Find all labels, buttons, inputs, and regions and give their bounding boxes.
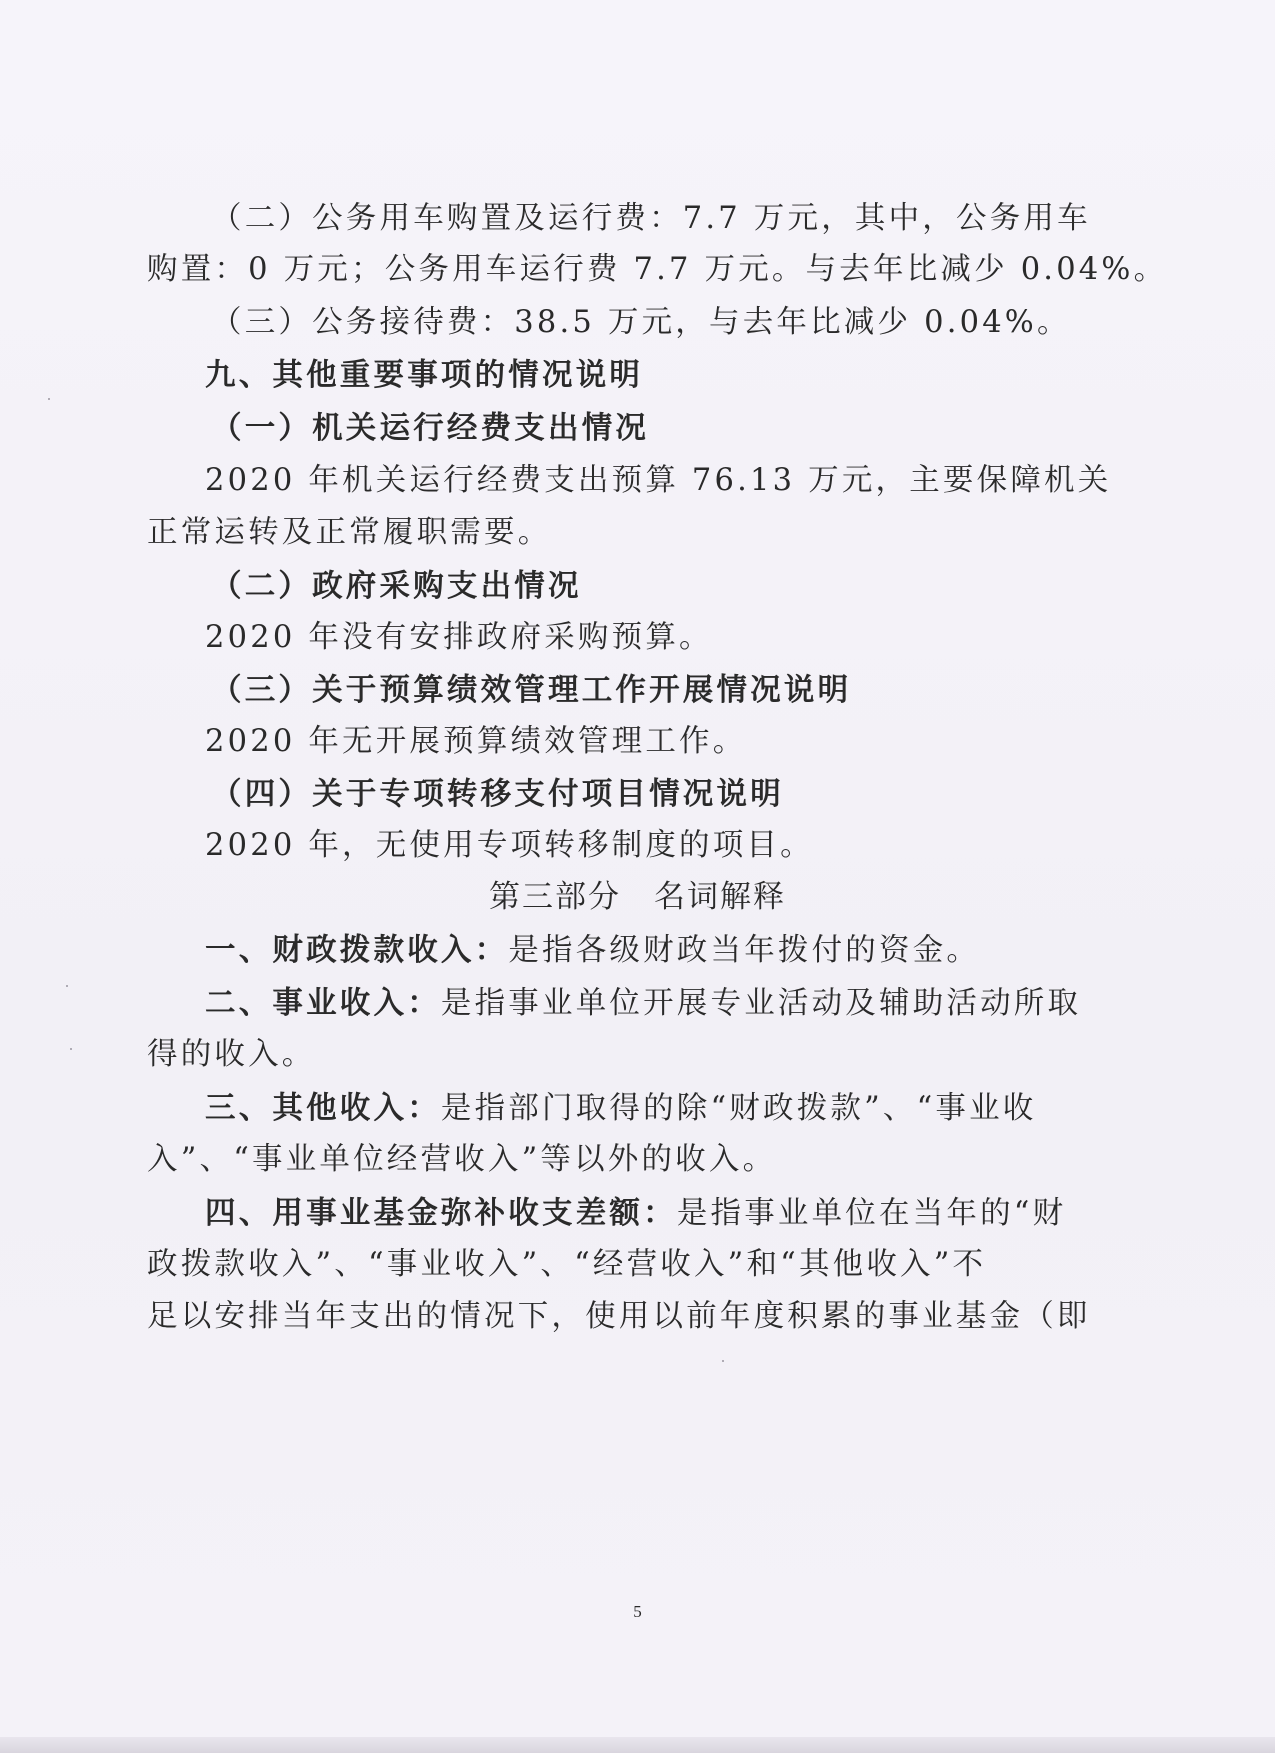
- term-text: 是指各级财政当年拨付的资金。: [508, 933, 981, 968]
- subsection-heading: （二）政府采购支出情况: [211, 568, 582, 604]
- subsection-heading: （一）机关运行经费支出情况: [211, 410, 650, 446]
- term-text: 是指事业单位开展专业活动及辅助活动所取: [440, 986, 1082, 1021]
- paragraph-line: 2020 年没有安排政府采购预算。: [205, 620, 713, 655]
- paragraph-line: 得的收入。: [147, 1037, 316, 1072]
- subsection-heading: （四）关于专项转移支付项目情况说明: [211, 776, 784, 812]
- section-heading: 九、其他重要事项的情况说明: [205, 357, 644, 393]
- subsection-heading: （三）关于预算绩效管理工作开展情况说明: [211, 672, 852, 708]
- term-text: 是指部门取得的除“财政拨款”、“事业收: [440, 1091, 1037, 1126]
- term-label: 二、事业收入：: [205, 985, 441, 1021]
- paragraph-line: 入”、“事业单位经营收入”等以外的收入。: [147, 1142, 777, 1177]
- paragraph-line: 2020 年，无使用专项转移制度的项目。: [205, 828, 814, 863]
- term-definition: [205, 1088, 1036, 1129]
- paragraph-line: （二）公务用车购置及运行费：7.7 万元，其中，公务用车: [211, 201, 1091, 236]
- term-label: 三、其他收入：: [205, 1090, 441, 1126]
- term-label: 一、财政拨款收入：: [205, 932, 509, 968]
- paragraph-line: 2020 年无开展预算绩效管理工作。: [205, 724, 747, 759]
- scan-speck: [70, 1048, 72, 1050]
- paragraph-line: 2020 年机关运行经费支出预算 76.13 万元，主要保障机关: [205, 463, 1112, 498]
- paragraph-line: 政拨款收入”、“事业收入”、“经营收入”和“其他收入”不: [147, 1247, 987, 1282]
- page-number: 5: [633, 1602, 642, 1621]
- scan-speck: [66, 985, 68, 987]
- term-label: 四、用事业基金弥补收支差额：: [205, 1195, 677, 1231]
- part-heading: 第三部分 名词解释: [489, 879, 786, 915]
- term-definition: [205, 983, 1081, 1024]
- term-text: 是指事业单位在当年的“财: [676, 1196, 1067, 1231]
- scan-speck: [722, 1360, 724, 1362]
- scan-edge: [0, 1737, 1275, 1753]
- paragraph-line: 正常运转及正常履职需要。: [147, 515, 552, 550]
- paragraph-line: （三）公务接待费：38.5 万元，与去年比减少 0.04%。: [211, 305, 1071, 340]
- term-definition: [205, 1193, 1066, 1234]
- paragraph-line: 购置：0 万元；公务用车运行费 7.7 万元。与去年比减少 0.04%。: [147, 252, 1168, 287]
- scan-speck: [48, 398, 50, 400]
- term-definition: [205, 930, 980, 971]
- paragraph-line: 足以安排当年支出的情况下，使用以前年度积累的事业基金（即: [147, 1299, 1091, 1334]
